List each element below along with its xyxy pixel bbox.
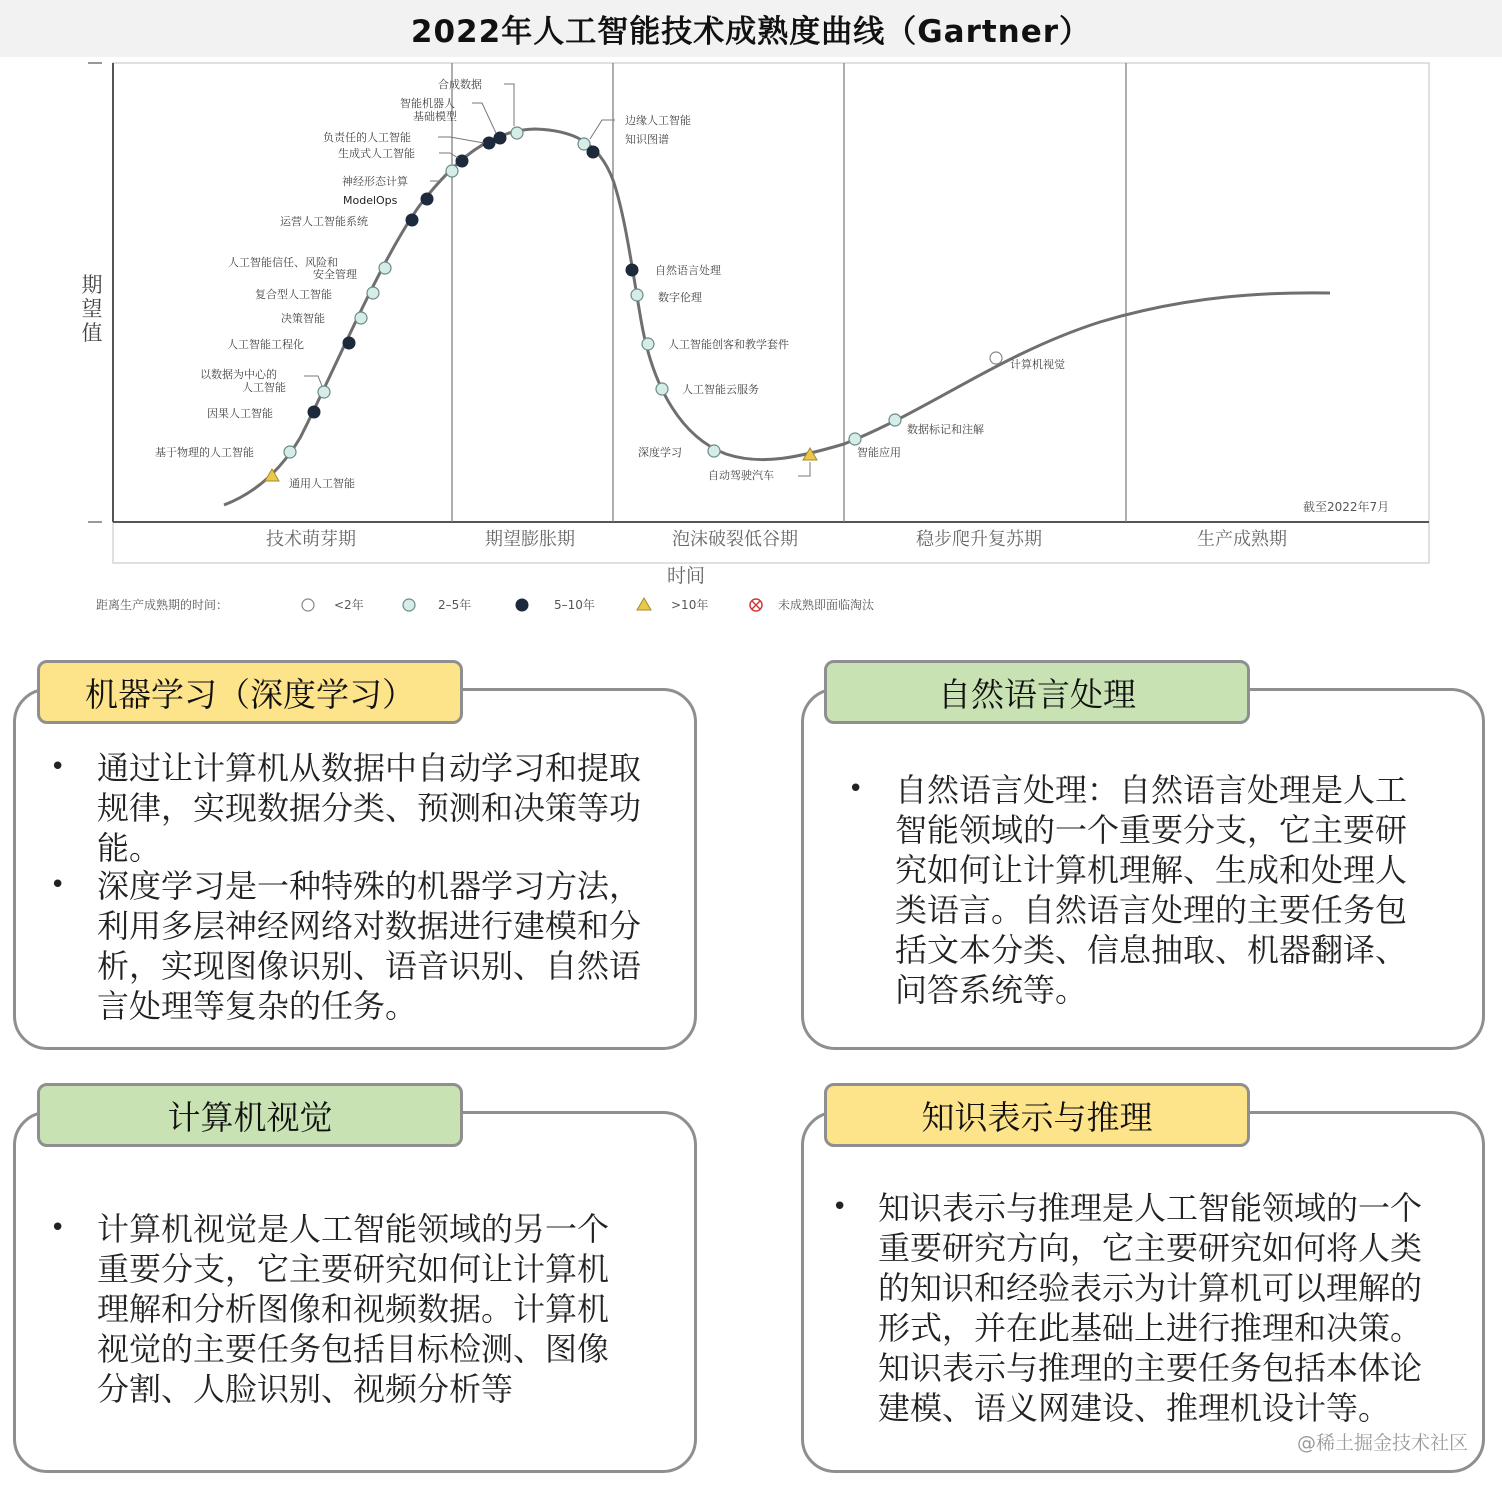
point-data-centric-ai: [318, 386, 330, 398]
legend-label-5-10: 5–10年: [554, 598, 595, 612]
x-axis-label: 时间: [666, 565, 706, 587]
point-data-labeling: [889, 414, 901, 426]
point-ai-ops-systems: [406, 214, 419, 227]
point-physics-ai: [284, 446, 296, 458]
label-ai-trism: 人工智能信任、风险和: [228, 256, 338, 269]
label-computer-vision: 计算机视觉: [1010, 358, 1065, 371]
y-label-3: 值: [81, 321, 103, 345]
leader-autonomous: [798, 462, 810, 476]
label-physics-ai: 基于物理的人工智能: [155, 446, 254, 459]
point-digital-ethics: [631, 289, 643, 301]
point-neuromorphic: [446, 165, 458, 177]
bullet-icon: •: [50, 1213, 66, 1243]
point-knowledge-graph: [587, 146, 600, 159]
hype-cycle-chart: [0, 57, 1502, 627]
bullet-icon: •: [848, 774, 864, 804]
label-smart-robots: 智能机器人: [400, 97, 455, 110]
leader-data-centric: [304, 376, 322, 386]
card-machine-learning-bullet-2: 深度学习是一种特殊的机器学习方法，利用多层神经网络对数据进行建模和分析，实现图像识别、语音识别、自然语言处理等复杂的任务。: [97, 867, 642, 1025]
card-knowledge-representation-title: 知识表示与推理: [824, 1083, 1250, 1147]
label-modelops: ModelOps: [343, 194, 398, 207]
point-ai-engineering: [343, 337, 356, 350]
point-smart-applications: [849, 433, 861, 445]
legend-lightblue-circle: [403, 599, 415, 611]
y-label-1: 期: [81, 273, 103, 297]
legend-prefix: 距离生产成熟期的时间：: [96, 598, 229, 612]
label-causal-ai: 因果人工智能: [207, 407, 273, 420]
curve-points: [155, 77, 1065, 490]
label-digital-ethics: 数字伦理: [658, 291, 702, 304]
point-decision-intelligence: [355, 312, 367, 324]
point-smart-robots: [494, 132, 507, 145]
bullet-icon: •: [50, 752, 66, 782]
legend-white-circle: [302, 599, 314, 611]
title-bar: [0, 0, 1502, 57]
point-causal-ai: [308, 406, 321, 419]
card-machine-learning-title: 机器学习（深度学习）: [37, 660, 463, 724]
label-ai-ops-systems: 运营人工智能系统: [280, 215, 368, 228]
phase-label-trough: 泡沫破裂低谷期: [672, 529, 798, 550]
point-generative-ai: [456, 155, 469, 168]
label-deep-learning: 深度学习: [638, 446, 682, 459]
card-computer-vision-title: 计算机视觉: [37, 1083, 463, 1147]
legend: [96, 597, 874, 612]
legend-label-obsolete: 未成熟即面临淘汰: [778, 598, 875, 612]
card-machine-learning-bullet-1: 通过让计算机从数据中自动学习和提取规律，实现数据分类、预测和决策等功能。: [97, 749, 642, 867]
label-agi: 通用人工智能: [289, 477, 355, 490]
card-nlp-bullet-1: 自然语言处理：自然语言处理是人工智能领域的一个重要分支，它主要研究如何让计算机理解、生成和处理人类语言。自然语言处理的主要任务包括文本分类、信息抽取、机器翻译、问答系统等。: [895, 771, 1408, 1009]
label-smart-applications: 智能应用: [857, 446, 901, 459]
watermark: @稀土掘金技术社区: [1296, 1432, 1468, 1454]
date-note: 截至2022年7月: [1303, 500, 1390, 514]
point-computer-vision: [990, 352, 1002, 364]
page-title: 2022年人工智能技术成熟度曲线（Gartner）: [410, 14, 1092, 50]
point-ai-cloud-services: [656, 383, 668, 395]
leader-smart-robots: [472, 103, 496, 133]
label-knowledge-graph: 知识图谱: [625, 133, 669, 146]
label-ai-trism-2: 安全管理: [313, 268, 357, 281]
phase-label-slope: 稳步爬升复苏期: [916, 529, 1042, 550]
label-composite-ai: 复合型人工智能: [255, 288, 332, 301]
label-ai-maker-kits: 人工智能创客和教学套件: [668, 338, 789, 351]
label-ai-engineering: 人工智能工程化: [227, 338, 304, 351]
card-knowledge-representation-bullet-1: 知识表示与推理是人工智能领域的一个重要研究方向，它主要研究如何将人类的知识和经验表示为计算机可以理解的形式，并在此基础上进行推理和决策。知识表示与推理的主要任务包括本体论建模、语义网建设、推理机设计等。: [878, 1189, 1423, 1427]
phase-label-trigger: 技术萌芽期: [266, 529, 356, 550]
leader-generative: [439, 153, 458, 158]
legend-label-lt2: <2年: [334, 598, 364, 612]
phase-label-peak: 期望膨胀期: [485, 529, 575, 550]
legend-dark-circle: [516, 599, 529, 612]
leader-responsible: [438, 137, 484, 143]
point-ai-maker-kits: [642, 338, 654, 350]
label-neuromorphic: 神经形态计算: [342, 175, 408, 188]
label-data-centric-ai: 以数据为中心的: [200, 368, 277, 381]
label-nlp: 自然语言处理: [655, 264, 721, 277]
label-data-centric-ai-2: 人工智能: [242, 381, 286, 394]
label-responsible-ai: 负责任的人工智能: [323, 131, 411, 144]
y-label-2: 望: [81, 297, 103, 321]
label-data-labeling: 数据标记和注解: [907, 423, 984, 436]
label-synthetic-data: 合成数据: [438, 78, 482, 91]
point-deep-learning: [708, 445, 720, 457]
point-modelops: [421, 193, 434, 206]
point-synthetic-data: [511, 127, 523, 139]
label-autonomous-vehicles: 自动驾驶汽车: [708, 469, 774, 482]
leader-edge: [590, 120, 615, 139]
legend-label-2-5: 2–5年: [438, 598, 472, 612]
label-decision-intelligence: 决策智能: [281, 312, 325, 325]
point-composite-ai: [367, 287, 379, 299]
leader-synthetic: [504, 84, 514, 126]
legend-label-gt10: >10年: [671, 598, 709, 612]
point-nlp: [626, 264, 639, 277]
bullet-icon: •: [50, 870, 66, 900]
label-foundation-models: 基础模型: [413, 110, 457, 123]
label-edge-ai: 边缘人工智能: [625, 114, 691, 127]
label-ai-cloud-services: 人工智能云服务: [682, 383, 759, 396]
point-ai-trism: [379, 262, 391, 274]
card-nlp-title: 自然语言处理: [824, 660, 1250, 724]
card-computer-vision-bullet-1: 计算机视觉是人工智能领域的另一个重要分支，它主要研究如何让计算机理解和分析图像和视频数据。计算机视觉的主要任务包括目标检测、图像分割、人脸识别、视频分析等: [97, 1210, 610, 1408]
label-generative-ai: 生成式人工智能: [338, 147, 415, 160]
phase-label-plateau: 生产成熟期: [1197, 529, 1287, 550]
legend-yellow-triangle: [637, 598, 651, 610]
bullet-icon: •: [832, 1192, 848, 1222]
